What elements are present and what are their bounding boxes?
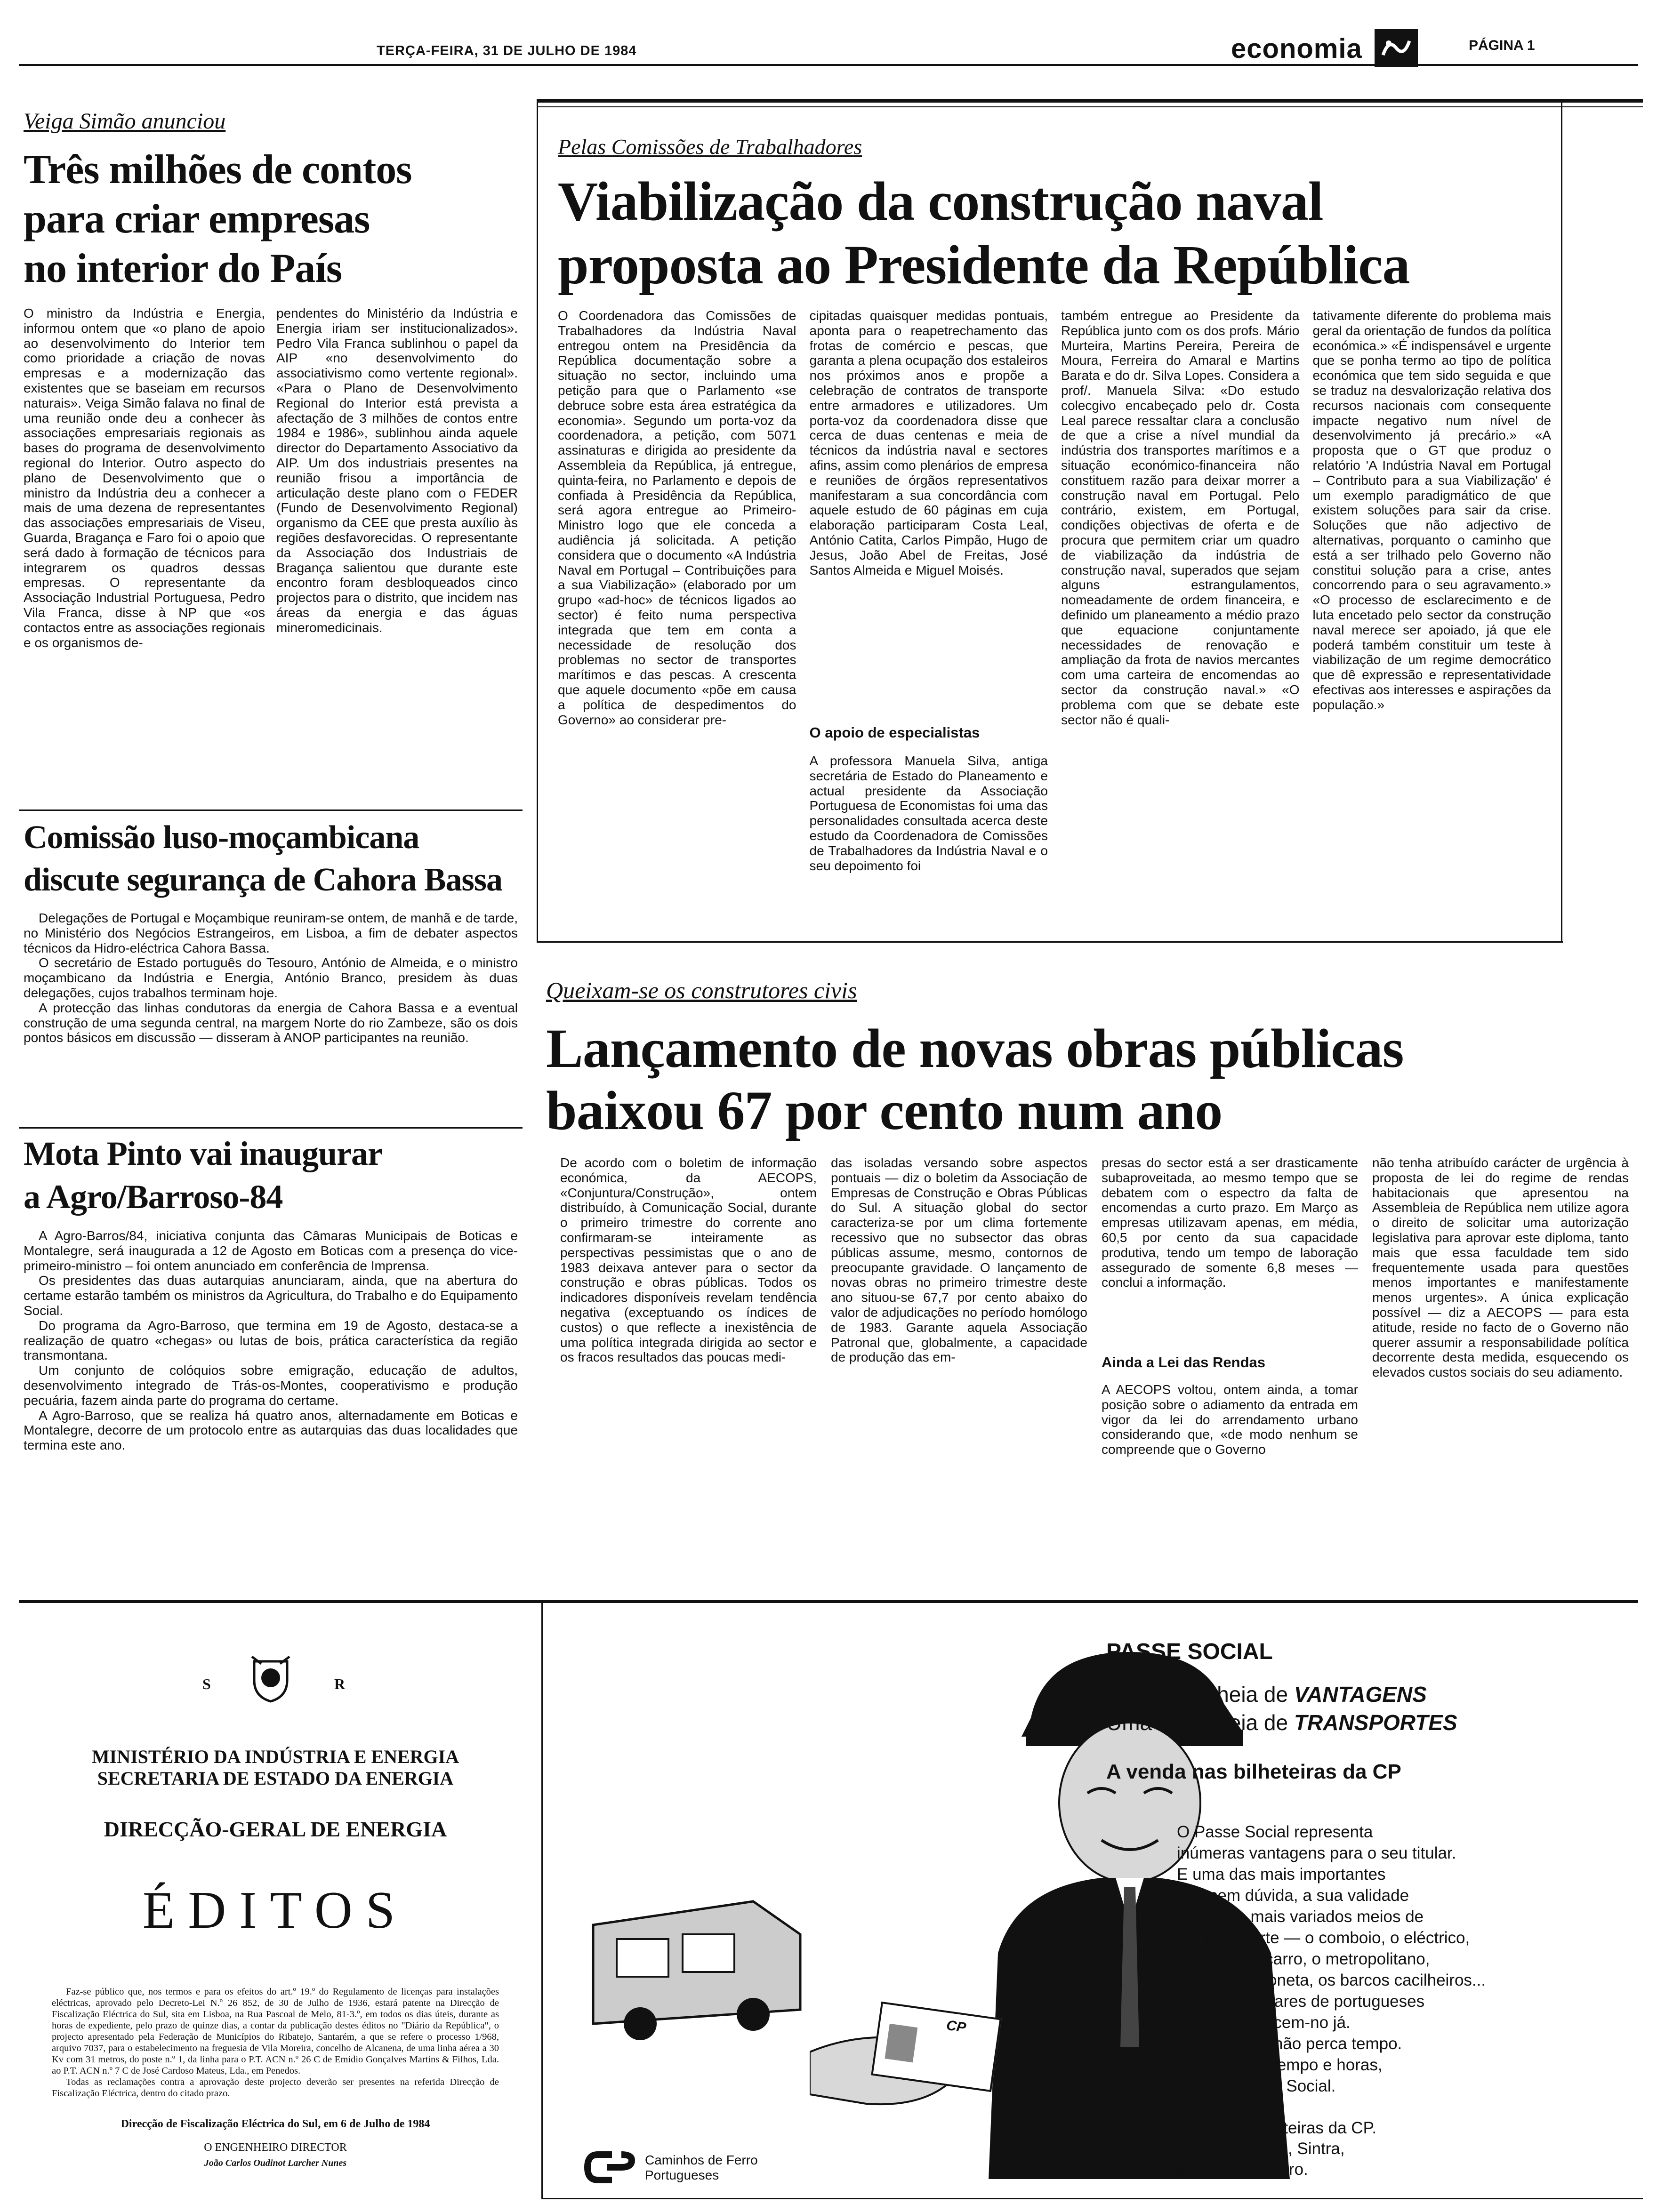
passe-footer-line3: Azambuja e Barreiro.	[1153, 2160, 1308, 2179]
passe-footer-line2: Linhas de Cascais, Sintra,	[1153, 2140, 1345, 2158]
obras-body-col3	[1102, 1155, 1358, 1551]
naval-title-line1: Viabilização da construção naval	[558, 170, 1323, 232]
obras-body-col1: De acordo com o boletim de informação económica, da AECOPS, «Conjuntura/Construção», ontem distribuído, à Comunicação Social, durante o primeiro trimestre do corrente ano confirmaram-se inteiramente as perspectivas pessimistas que o ano de 1983 deixava antever para o sector da construção e obras públicas. Todos os indicadores disponíveis revelam tendência negativa (exceptuando os índices de custos) o que reflecte a inexistência de uma política integrada dirigida ao sector e os fracos resultados das poucas medi-	[560, 1155, 817, 1365]
editos-body-p1: Faz-se público que, nos termos e para os efeitos do art.º 19.º do Regulamento de licenças para instalações eléctricas, aprovado pelo Decreto-Lei N.º 26 852, de 30 de Julho de 1936, estará patente na Direcção de Fiscalização Eléctrica do Sul, sita em Lisboa, na Rua Pascoal de Melo, 81-3.º, em todos os dias úteis, durante as horas de expediente, pelo prazo de quinze dias, a contar da publicação destes éditos no "Diário da República", o projecto apresentado pela Federação de Municípios do Ribatejo, Santarém, a que se refere o processo 1/968, arquivo 7037, para o estabelecimento na freguesia de Vila Moreira, concelho de Alcanena, de uma linha aérea a 30 Kv com 31 metros, do poste n.º 1, da linha para o P.T. ACN n.º 26 C de Emídio Gonçalves Martins & Filhos, Lda. ao P.T. ACN n.º 7 C de José Cardoso Mateus, Lda., em Penedos.	[52, 1987, 499, 2076]
cp-logo-icon	[584, 2151, 635, 2184]
passe-copy-line10: conhecem-no já.	[1229, 2013, 1351, 2032]
editos-title: ÉDITOS	[142, 1881, 409, 1940]
masthead-rule	[19, 64, 1638, 66]
naval-bottom-rule	[537, 941, 1563, 943]
cahora-title-line1: Comissão luso-moçambicana	[24, 819, 419, 856]
obras-article	[541, 955, 1643, 1605]
passe-venda: A venda nas bilheteiras da CP	[1106, 1760, 1401, 1783]
masthead-section: economia	[1231, 33, 1362, 64]
obras-body-col3b-text: A AECOPS voltou, ontem ainda, a tomar posição sobre o adiamento da entrada em vigor da lei do arrendamento urbano considerando que, «de modo nenhum se compreende que o Governo	[1102, 1382, 1358, 1457]
veiga-body	[24, 306, 518, 800]
passe-tagline-line2	[1106, 1708, 1457, 1737]
editos-ministry-line1: MINISTÉRIO DA INDÚSTRIA E ENERGIA	[91, 1746, 459, 1767]
naval-body-col2-text: cipitadas quaisquer medidas pontuais, aponta para o reapetrechamento das frotas de comércio e pescas, que garanta a plena ocupação dos estaleiros nos próximos anos e propõe a celebração de contratos de transporte entre armadores e utilizadores. Um porta-voz da coordenadora disse que cerca de duas centenas e meia de técnicos da indústria naval e sectores afins, assim como plenários de empresa e reuniões de órgãos representativos manifestaram a sua concordância com aquele estudo de 60 páginas em cuja elaboração participaram Costa Leal, António Catita, Carlos Pimpão, Hugo de Jesus, João Abel de Freitas, José Santos Almeida e Miguel Moisés.	[809, 308, 1048, 577]
cahora-title-line2: discute segurança de Cahora Bassa	[24, 862, 503, 898]
naval-article	[553, 113, 1551, 941]
naval-body-col2	[810, 308, 1048, 941]
naval-top-rule-thin	[537, 106, 1643, 107]
naval-body-col4: tativamente diferente do problema mais geral da orientação de fundos da política económica.» «É indispensável e urgente que se ponha termo ao tipo de política económica que tem sido seguida e que se traduz na desvalorização relativa dos recursos nacionais com consequente impacte negativo num nível de desenvolvimento já precário.» «A proposta que o GT que produz o relatório 'A Indústria Naval em Portugal – Contributo para a sua Viabilização' é um exemplo paradigmático de que existem soluções para sair da crise. Soluções que não adjectivo de alternativas, porquanto o caminho que está a ser trilhado pelo Governo não constitui solução para a crise, antes concorrendo para o seu agravamento.» «O processo de esclarecimento e de luta encetado pelo sector da construção naval merece ser apoiado, já que ele poderá também constituir um teste à viabilização de um regime democrático que dê expressão e representatividade efectivas aos interesses e aspirações da população.»	[1312, 308, 1551, 712]
obras-subhead: Ainda a Lei das Rendas	[1102, 1354, 1265, 1370]
editos-notice	[24, 1619, 527, 2184]
obras-kicker: Queixam-se os construtores civis	[546, 977, 857, 1003]
mota-title-line1: Mota Pinto vai inaugurar	[24, 1135, 382, 1172]
passe-tagline	[1106, 1680, 1457, 1737]
passe-tagline-line2-prefix: Uma mão cheia de	[1106, 1710, 1294, 1735]
mota-p4: Um conjunto de colóquios sobre emigração, educação de adultos, desenvolvimento integrado de Trás-os-Montes, cooperativismo e produção pecuária, fazem ainda parte do programa do certame.	[24, 1363, 518, 1408]
veiga-kicker: Veiga Simão anunciou	[24, 109, 226, 134]
editos-ministry	[24, 1746, 527, 1789]
cahora-body	[24, 911, 518, 1127]
seal-letter-s: S	[202, 1675, 211, 1692]
cahora-p3: A protecção das linhas condutoras da energia de Cahora Bassa e a eventual construção de uma segunda central, na margem Norte do rio Zambeze, são os dois pontos básicos em discussão — disseram à ANOP participantes na reunião.	[24, 1000, 518, 1045]
mota-article	[24, 1134, 523, 1586]
seal-icon	[247, 1652, 294, 1704]
naval-body-col3: também entregue ao Presidente da República junto com os dos profs. Mário Murteira, Martins Pereira, Pereira de Moura, Ferreira do Amaral e Martins Barata e do dr. Silva Lopes. Considera a prof/. Manuela Silva: «Do estudo colecgivo encabeçado pelo dr. Costa Leal parece ressaltar clara a conclusão de que a crise a nível mundial da indústria dos transportes marítimos e a situação económico-financeira não constituem razão para deixar morrer a construção naval em Portugal. Pelo contrário, existem, em Portugal, condições objectivas de oferta e de procura que permitem criar um quadro de viabilização da indústria de construção naval, superados que sejam alguns estrangulamentos, nomeadamente de ordem financeira, e definido um planeamento a médio prazo que equacione conjuntamente necessidades de renovação e ampliação da frota de navios mercantes com uma carteira de encomendas ao sector da construção naval.» «O problema com que se debate este sector não é quali-	[1061, 308, 1300, 727]
passe-copy-line8: a camioneta, os barcos cacilheiros...	[1219, 1971, 1486, 1989]
veiga-body-col1: O ministro da Indústria e Energia, informou ontem que «o plano de apoio ao desenvolvimento do Interior tem como prioridade a criação de novas empresas e a modernização das existentes que se baseiam em recursos naturais». Veiga Simão falava no final de uma reunião onde deu a conhecer às associações empresariais regionais as bases do programa de desenvolvimento regional do Interior. Outro aspecto do plano de Desenvolvimento que o ministro da Indústria deu a conhecer a mais de uma dezena de representantes das associações empresariais de Viseu, Guarda, Bragança e Faro foi o apoio que será dado à formação de técnicos para integrarem os quadros dessas empresas. O representante da Associação Industrial Portuguesa, Pedro Vila Franca, disse à NP que «os contactos entre as associações regionais e os organismos de-	[24, 306, 265, 650]
editos-signer-title: O ENGENHEIRO DIRECTOR	[204, 2141, 347, 2154]
passe-copy-line2: inúmeras vantagens para o seu titular.	[1177, 1844, 1456, 1862]
passe-copy-line11: Por isso, não perca tempo.	[1205, 2035, 1402, 2053]
cp-logo	[584, 2146, 847, 2188]
passe-copy-line9: Muitos milhares de portugueses	[1191, 1992, 1425, 2011]
passe-social-ad	[546, 1605, 1643, 2203]
naval-body	[558, 308, 1551, 941]
passe-card-mark: CP	[945, 2017, 967, 2036]
veiga-title-line3: no interior do País	[24, 246, 342, 291]
mota-p5: A Agro-Barroso, que se realiza há quatro anos, alternadamente em Boticas e Montalegre, decorre de um protocolo entre as autarquias das duas localidades que termina este ano.	[24, 1408, 518, 1453]
naval-left-rule	[537, 99, 538, 941]
mota-p3: Do programa da Agro-Barroso, que termina em 19 de Agosto, destaca-se a realização de quatro «chegas» ou lutas de bois, prática característica da região transmontana.	[24, 1318, 518, 1363]
obras-body-col4: não tenha atribuído carácter de urgência à proposta de lei do regime de rendas habitacionais que apresentou na Assembleia de República nem utilize agora o direito de solicitar uma autorização legislativa para aprovar este diploma, tanto mais que essa faculdade tem sido frequentemente usada para questões menos importantes e manifestamente menos urgentes». A única explicação possível — diz a AECOPS — para esta atitude, reside no facto de o Governo não querer assumir a responsabilidade política decorrente desta medida, esquecendo os elevados custos sociais do seu adiamento.	[1372, 1155, 1629, 1380]
passe-tagline-line2-emphasis: TRANSPORTES	[1294, 1710, 1457, 1735]
mota-title-line2: a Agro/Barroso-84	[24, 1178, 283, 1216]
mota-p2: Os presidentes das duas autarquias anunciaram, ainda, que na abertura do certame estarão também os ministros da Agricultura, do Trabalho e do Equipamento Social.	[24, 1273, 518, 1318]
passe-copy	[1177, 1821, 1601, 2097]
veiga-title-line2: para criar empresas	[24, 196, 370, 242]
masthead	[0, 0, 1657, 66]
veiga-title-line1: Três milhões de contos	[24, 147, 412, 192]
cahora-bottom-rule	[19, 1127, 523, 1129]
lower-section-rule	[19, 1600, 1638, 1603]
naval-top-rule	[537, 99, 1643, 103]
editos-ministry-line2: SECRETARIA DE ESTADO DA ENERGIA	[97, 1768, 454, 1789]
passe-tagline-line1-prefix: Uma mão cheia de	[1106, 1682, 1294, 1707]
editos-direccao: DIRECÇÃO-GERAL DE ENERGIA	[104, 1817, 447, 1841]
veiga-body-col2: pendentes do Ministério da Indústria e Energia iriam ser institucionalizados». Pedro Vila Franca sublinhou o papel da AIP «no desenvolvimento do associativismo como vertente regional». «Para o Plano de Desenvolvimento Regional do Interior está prevista a afectação de 3 milhões de contos entre 1984 e 1986», sublinhou ainda aquele director do Departamento Associativo da AIP. Um dos industriais presentes na reunião frisou a importância de articulação deste plano com o FEDER (Fundo de Desenvolvimento Regional) organismo da CEE que presta auxílio às regiões desfavorecidas. O representante da Associação dos Industriais de Bragança salientou que durante este encontro foram desbloqueados cinco projectos para o distrito, que incidem nas áreas da energia e das águas mineromedicinais.	[276, 306, 518, 635]
passe-footer	[1153, 2118, 1376, 2180]
naval-subhead: O apoio de especialistas	[809, 724, 980, 741]
obras-body-col3-text: presas do sector está a ser drasticamente subaproveitada, ao mesmo tempo que se debatem com o espectro da falta de encomendas a curto prazo. Em Março as empresas utilizavam apenas, em média, 60,5 por cento da sua capacidade produtiva, tendo um tempo de laboração assegurado de somente 6,8 meses — conclui a informação.	[1102, 1155, 1358, 1290]
passe-copy-line6: transporte — o comboio, o eléctrico,	[1205, 1929, 1470, 1947]
page-bottom-rule	[541, 2198, 1643, 2199]
editos-body-p2: Todas as reclamações contra a aprovação deste projecto deverão ser presentes na referida Direcção de Fiscalização Eléctrica, dentro do citado prazo.	[52, 2077, 499, 2099]
passe-title: PASSE SOCIAL	[1106, 1639, 1273, 1664]
passe-copy-line13: o seu Passe Social.	[1191, 2077, 1336, 2095]
obras-body	[560, 1155, 1629, 1551]
seal-letter-r: R	[334, 1675, 346, 1692]
passe-copy-line4: é, sem dúvida, a sua validade	[1191, 1886, 1409, 1905]
cahora-p1: Delegações de Portugal e Moçambique reuniram-se ontem, de manhã e de tarde, no Ministério dos Negócios Estrangeiros, em Lisboa, a fim de debater aspectos técnicos da Hidro-eléctrica Cahora Bassa.	[24, 911, 518, 955]
cp-logo-line2: Portugueses	[645, 2168, 719, 2182]
cp-logo-text	[645, 2153, 758, 2183]
ad-left-rule	[541, 1600, 543, 2198]
mota-body	[24, 1228, 518, 1530]
obras-title-line2: baixou 67 por cento num ano	[546, 1080, 1223, 1141]
passe-copy-line1: O Passe Social representa	[1177, 1823, 1373, 1841]
veiga-article	[24, 99, 523, 805]
masthead-page: PÁGINA 1	[1469, 38, 1535, 53]
passe-copy-line12: Compre, a tempo e horas,	[1191, 2056, 1383, 2074]
cahora-p2: O secretário de Estado português do Tesouro, António de Almeida, e o ministro moçambicano da Indústria e Energia, António Branco, presidem às duas delegações, cujos trabalhos terminam hoje.	[24, 955, 518, 1000]
passe-footer-line1: A venda nas bilheteiras da CP.	[1153, 2119, 1377, 2137]
passe-card-photo	[885, 2024, 917, 2063]
passe-copy-line3: E uma das mais importantes	[1177, 1865, 1386, 1883]
editos-body	[52, 1986, 499, 2099]
editos-signer-name: João Carlos Oudinot Larcher Nunes	[204, 2158, 347, 2168]
obras-title-line1: Lançamento de novas obras públicas	[546, 1018, 1404, 1079]
cahora-article	[24, 819, 523, 1130]
veiga-bottom-rule	[19, 809, 523, 811]
masthead-date: TERÇA-FEIRA, 31 DE JULHO DE 1984	[377, 43, 637, 58]
mota-p1: A Agro-Barros/84, iniciativa conjunta das Câmaras Municipais de Boticas e Montalegre, será inaugurada a 12 de Agosto em Boticas com a presença do vice-primeiro-ministro – foi ontem anunciado em conferência de Imprensa.	[24, 1228, 518, 1273]
train-illustration	[574, 1868, 838, 2052]
passe-tagline-line1	[1106, 1680, 1457, 1708]
passe-copy-line7: o autocarro, o metropolitano,	[1219, 1950, 1430, 1968]
masthead-logo-icon	[1375, 29, 1418, 67]
cp-logo-line1: Caminhos de Ferro	[645, 2153, 758, 2167]
obras-body-col2: das isoladas versando sobre aspectos pontuais — diz o boletim da Associação de Empresas de Construção e Obras Públicas do Sul. A situação global do sector caracteriza-se por um clima fortemente recessivo que no subsector das obras públicas assume, mesmo, contornos de preocupante gravidade. O lançamento de novas obras no primeiro trimestre deste ano situou-se 67,7 por cento abaixo do valor de adjudicações no período homólogo de 1983. Garante aquela Associação Patronal que, globalmente, a capacidade de produção das em-	[831, 1155, 1087, 1365]
naval-body-col1: O Coordenadora das Comissões de Trabalhadores da Indústria Naval entregou ontem na Presidência da República documentação sobre a situação no sector, incluindo uma petição para que o Parlamento «se debruce sobre esta área estratégica da economia». Segundo um porta-voz da coordenadora, a petição, com 5071 assinaturas e dirigida ao presidente da Assembleia da República, já entregue, quinta-feira, no Parlamento e depois de confiada à Presidência da República, será agora entregue ao Primeiro-Ministro logo que ele conceda a audiência já solicitada. A petição considera que o documento «A Indústria Naval em Portugal – Contribuições para a sua Viabilização» (elaborado por um grupo «ad-hoc» de técnicos ligados ao sector) é feito numa perspectiva integrada que tem em conta a necessidade de resolução dos problemas no sector de transportes marítimos e das pescas. A crescenta que aquele documento «põe em causa a política de despedimentos do Governo» ao considerar pre-	[558, 308, 796, 727]
passe-copy-line5: para os mais variados meios de	[1191, 1907, 1424, 1926]
passe-tagline-line1-emphasis: VANTAGENS	[1294, 1682, 1427, 1707]
naval-right-rule	[1561, 99, 1562, 941]
naval-title-line2: proposta ao Presidente da República	[558, 234, 1410, 296]
naval-kicker: Pelas Comissões de Trabalhadores	[558, 135, 862, 159]
naval-body-col2b-text: A professora Manuela Silva, antiga secretária de Estado do Planeamento e actual presidente da Associação Portuguesa de Economistas foi uma das personalidades consultada acerca deste estudo da Coordenadora de Comissões de Trabalhadores da Indústria Naval e o seu depoimento foi	[809, 753, 1048, 873]
editos-date: Direcção de Fiscalização Eléctrica do Sul, em 6 de Julho de 1984	[121, 2118, 430, 2130]
